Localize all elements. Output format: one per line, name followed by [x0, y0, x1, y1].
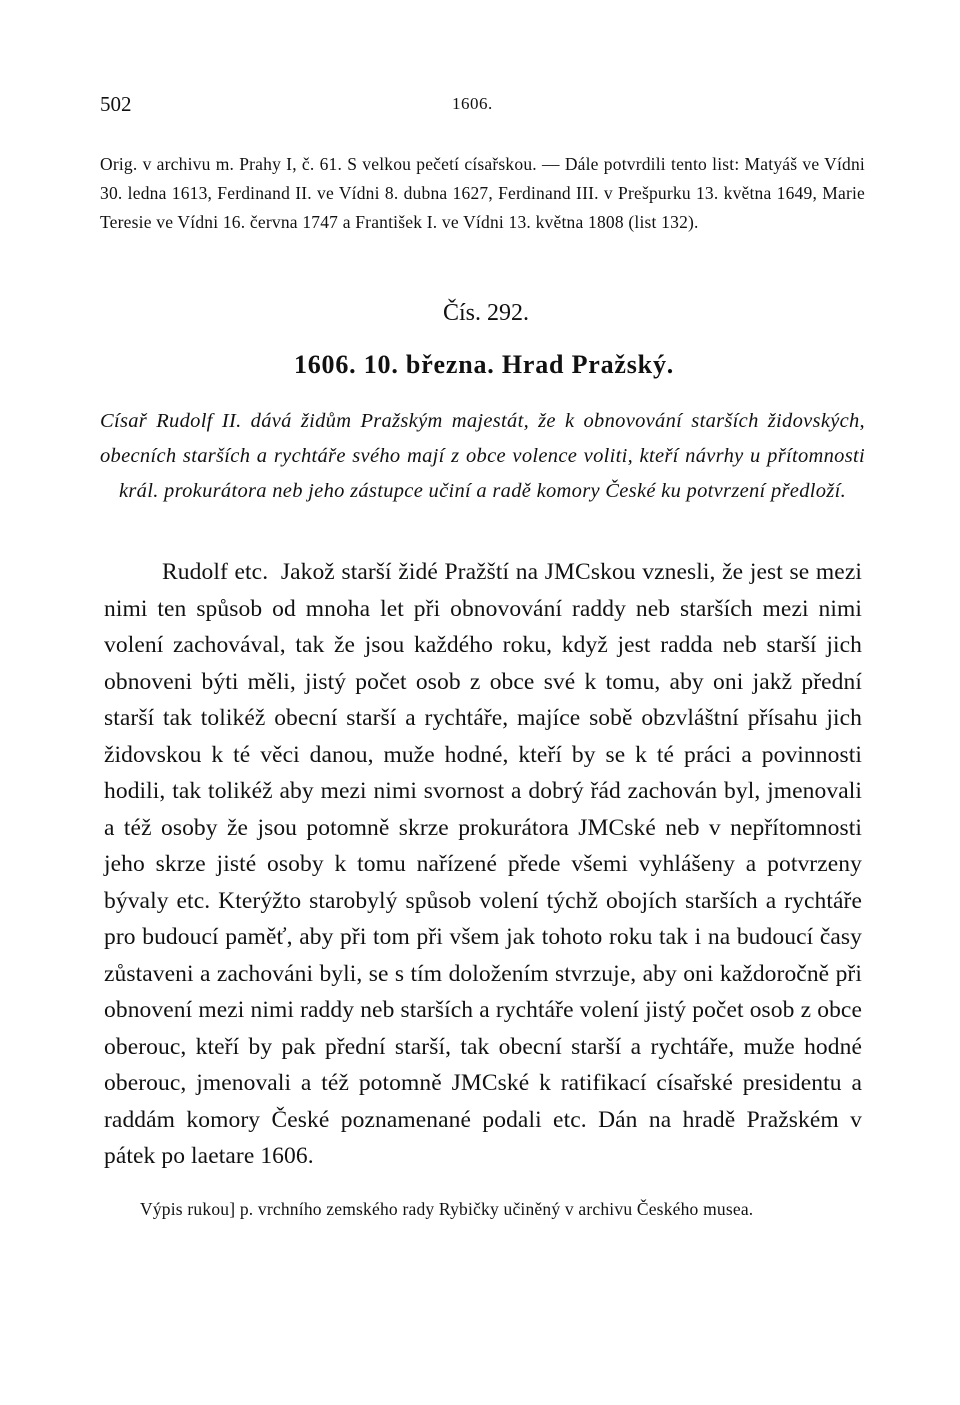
document-number: Čís. 292. [442, 300, 529, 326]
running-head [100, 92, 865, 122]
document-signer: Rudolf etc. [162, 559, 269, 585]
footnote: Výpis rukou] p. vrchního zemského rady Rybičky učiněný v archivu Českého musea. [140, 1199, 754, 1219]
document-date-place: 1606. 10. března. Hrad Pražský. [293, 350, 675, 379]
page-number: 502 [100, 92, 132, 116]
document-body-text: Jakož starší židé Pražští na JMCskou vznesli, že jest se mezi nimi ten spůsob od mnoha let při obnovování raddy neb starších mezi nimi volení zachovával, tak že jsou každého roku, když jest radda neb starší jich obnoveni býti měli, jistý počet osob z obce své k tomu, aby oni jakž přední starší tak tolikéž obecní starší a rychtáře, majíce sobě obzvláštní přísahu jich židovskou k té věci danou, muže hodné, kteří by se k té práci a povinnosti hodili, tak tolikéž aby mezi nimi svornost a dobrý řád zachován byl, jmenovali a též osoby že jsou potomně skrze prokurátora JMCské neb v nepřítomnosti jeho skrze jisté osoby k tomu nařízené přede všemi vyhlášeny a potvrzeny bývaly etc. Kterýžto starobylý spůsob volení týchž obojích starších a rychtáře pro budoucí paměť, aby při tom při všem jak tohoto roku tak i na budoucí časy zůstaveni a zachováni byli, se s tím doložením stvrzuje, aby oni každoročně při obnovení mezi nimi raddy neb starších a rychtáře volení jistý počet osob z obce oberouc, kteří by pak přední starší, tak obecní starší a rychtáře, muže hodné oberouc, jmenovali a též potomně JMCské k ratifikací císařské presidentu a raddám komory České poznamenané podali etc. Dán na hradě Pražském v pátek po laetare 1606. [104, 559, 862, 1169]
running-head-year: 1606. [452, 94, 493, 113]
document-regest: Císař Rudolf II. dává židům Pražským majestát, že k obnovování starších židovských, obecních starších a rychtáře svého mají z obce volence voliti, kteří návrhy u přítomnosti král. prokurátora neb jeho zástupce učiní a radě komory České ku potvrzení předloží. [100, 410, 865, 502]
source-note: Orig. v archivu m. Prahy I, č. 61. S velkou pečetí císařskou. — Dále potvrdili tento list: Matyáš ve Vídni 30. ledna 1613, Ferdinand II. ve Vídni 8. dubna 1627, Ferdinand III. v Prešpurku 13. května 1649, Marie Teresie ve Vídni 16. června 1747 a František I. ve Vídni 13. května 1808 (list 132). [100, 154, 865, 232]
document-body [104, 554, 862, 1175]
